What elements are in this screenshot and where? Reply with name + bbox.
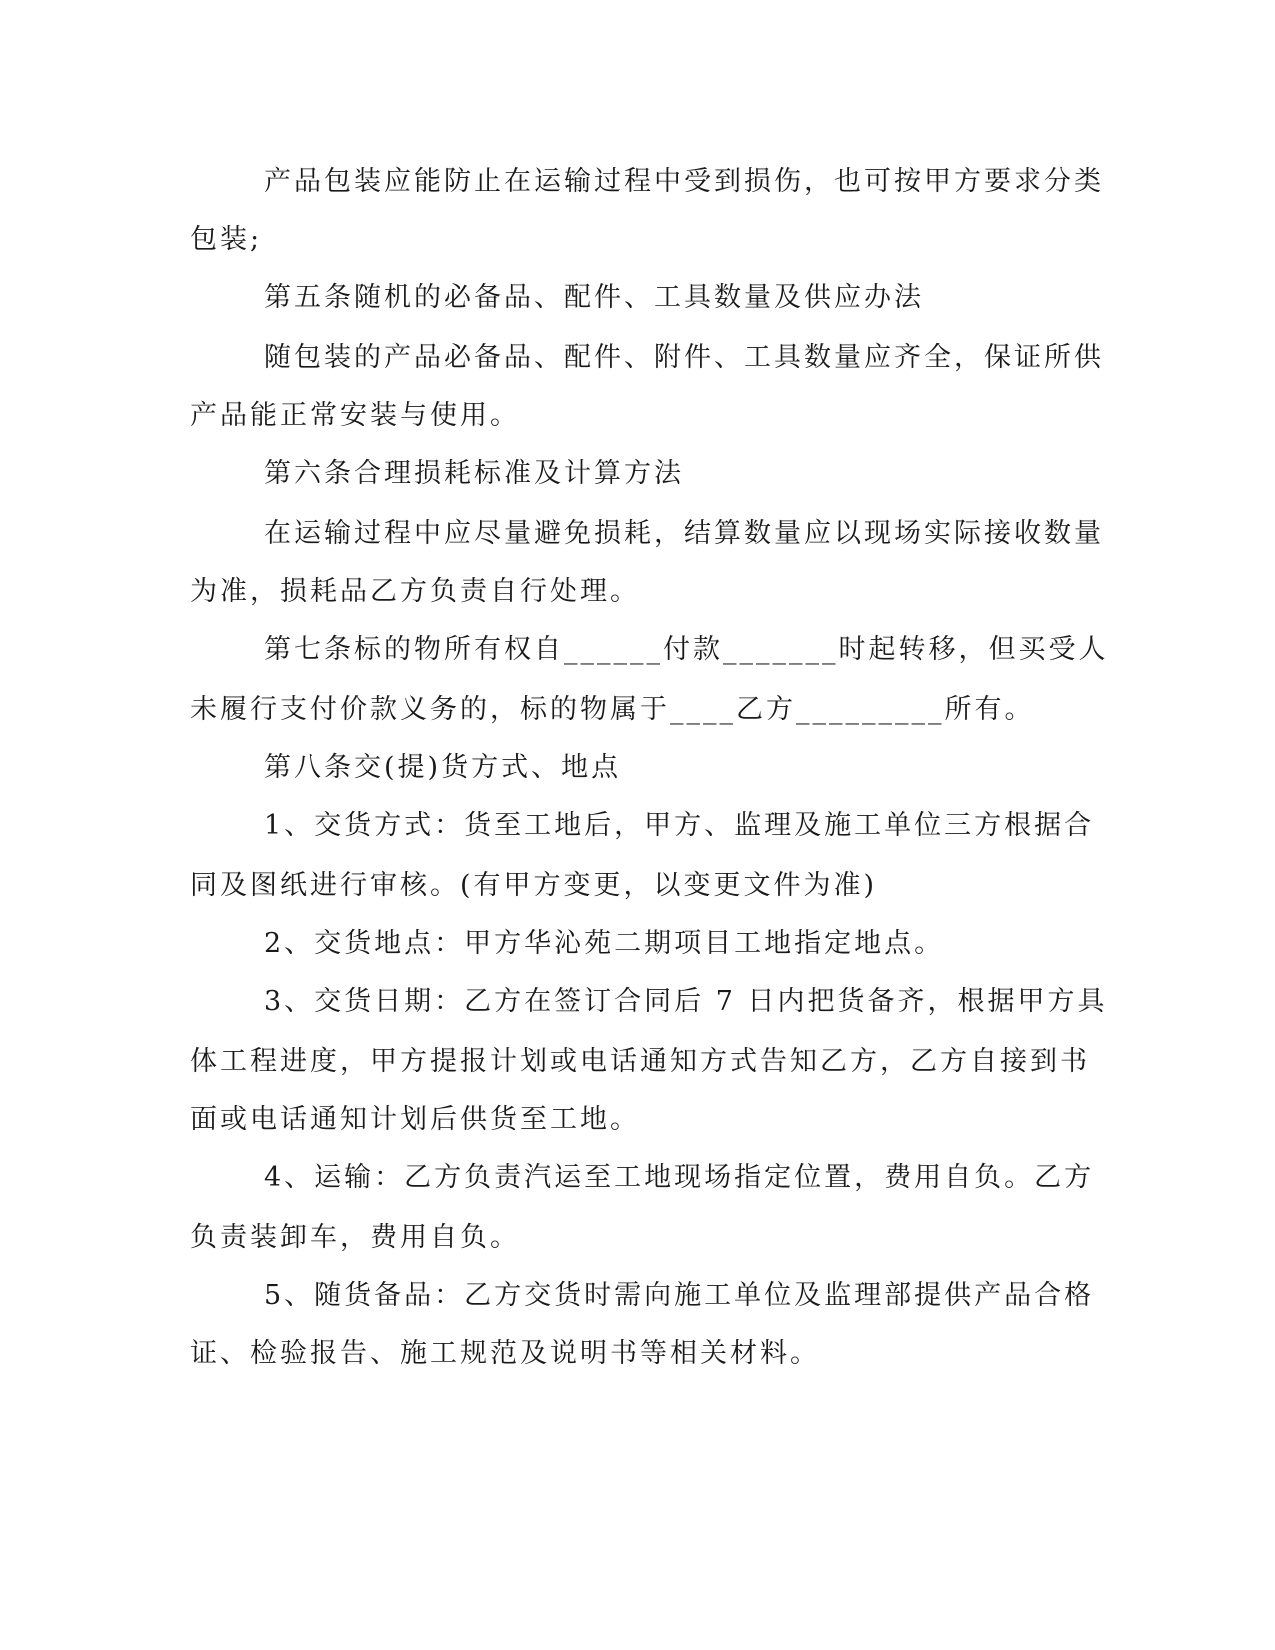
paragraph-line: 面或电话通知计划后供货至工地。 — [190, 1104, 640, 1135]
paragraph-line: 证、检验报告、施工规范及说明书等相关材料。 — [190, 1338, 820, 1369]
list-item-2: 2、交货地点：甲方华沁苑二期项目工地指定地点。 — [264, 928, 945, 959]
list-item-4: 4、运输：乙方负责汽运至工地现场指定位置，费用自负。乙方 — [264, 1162, 1095, 1193]
paragraph-line: 在运输过程中应尽量避免损耗，结算数量应以现场实际接收数量 — [264, 518, 1104, 549]
paragraph-line: 产品能正常安装与使用。 — [190, 400, 520, 431]
list-item-1: 1、交货方式：货至工地后，甲方、监理及施工单位三方根据合 — [264, 810, 1095, 841]
paragraph-line: 随包装的产品必备品、配件、附件、工具数量应齐全，保证所供 — [264, 342, 1104, 373]
paragraph-line: 同及图纸进行审核。(有甲方变更，以变更文件为准) — [190, 870, 878, 901]
paragraph-line: 为准，损耗品乙方负责自行处理。 — [190, 576, 640, 607]
paragraph-line: 未履行支付价款义务的，标的物属于____乙方_________所有。 — [190, 694, 1035, 725]
section-heading-6: 第六条合理损耗标准及计算方法 — [264, 458, 684, 489]
list-item-3: 3、交货日期：乙方在签订合同后 7 日内把货备齐，根据甲方具 — [264, 986, 1108, 1017]
paragraph-line: 负责装卸车，费用自负。 — [190, 1222, 520, 1253]
paragraph-line: 包装; — [190, 224, 263, 255]
list-item-5: 5、随货备品：乙方交货时需向施工单位及监理部提供产品合格 — [264, 1280, 1095, 1311]
paragraph-line: 体工程进度，甲方提报计划或电话通知方式告知乙方，乙方自接到书 — [190, 1046, 1090, 1077]
section-heading-8: 第八条交(提)货方式、地点 — [264, 752, 622, 783]
section-heading-7: 第七条标的物所有权自______付款_______时起转移，但买受人 — [264, 634, 1109, 665]
section-heading-5: 第五条随机的必备品、配件、工具数量及供应办法 — [264, 282, 924, 313]
paragraph-line: 产品包装应能防止在运输过程中受到损伤，也可按甲方要求分类 — [264, 166, 1104, 197]
